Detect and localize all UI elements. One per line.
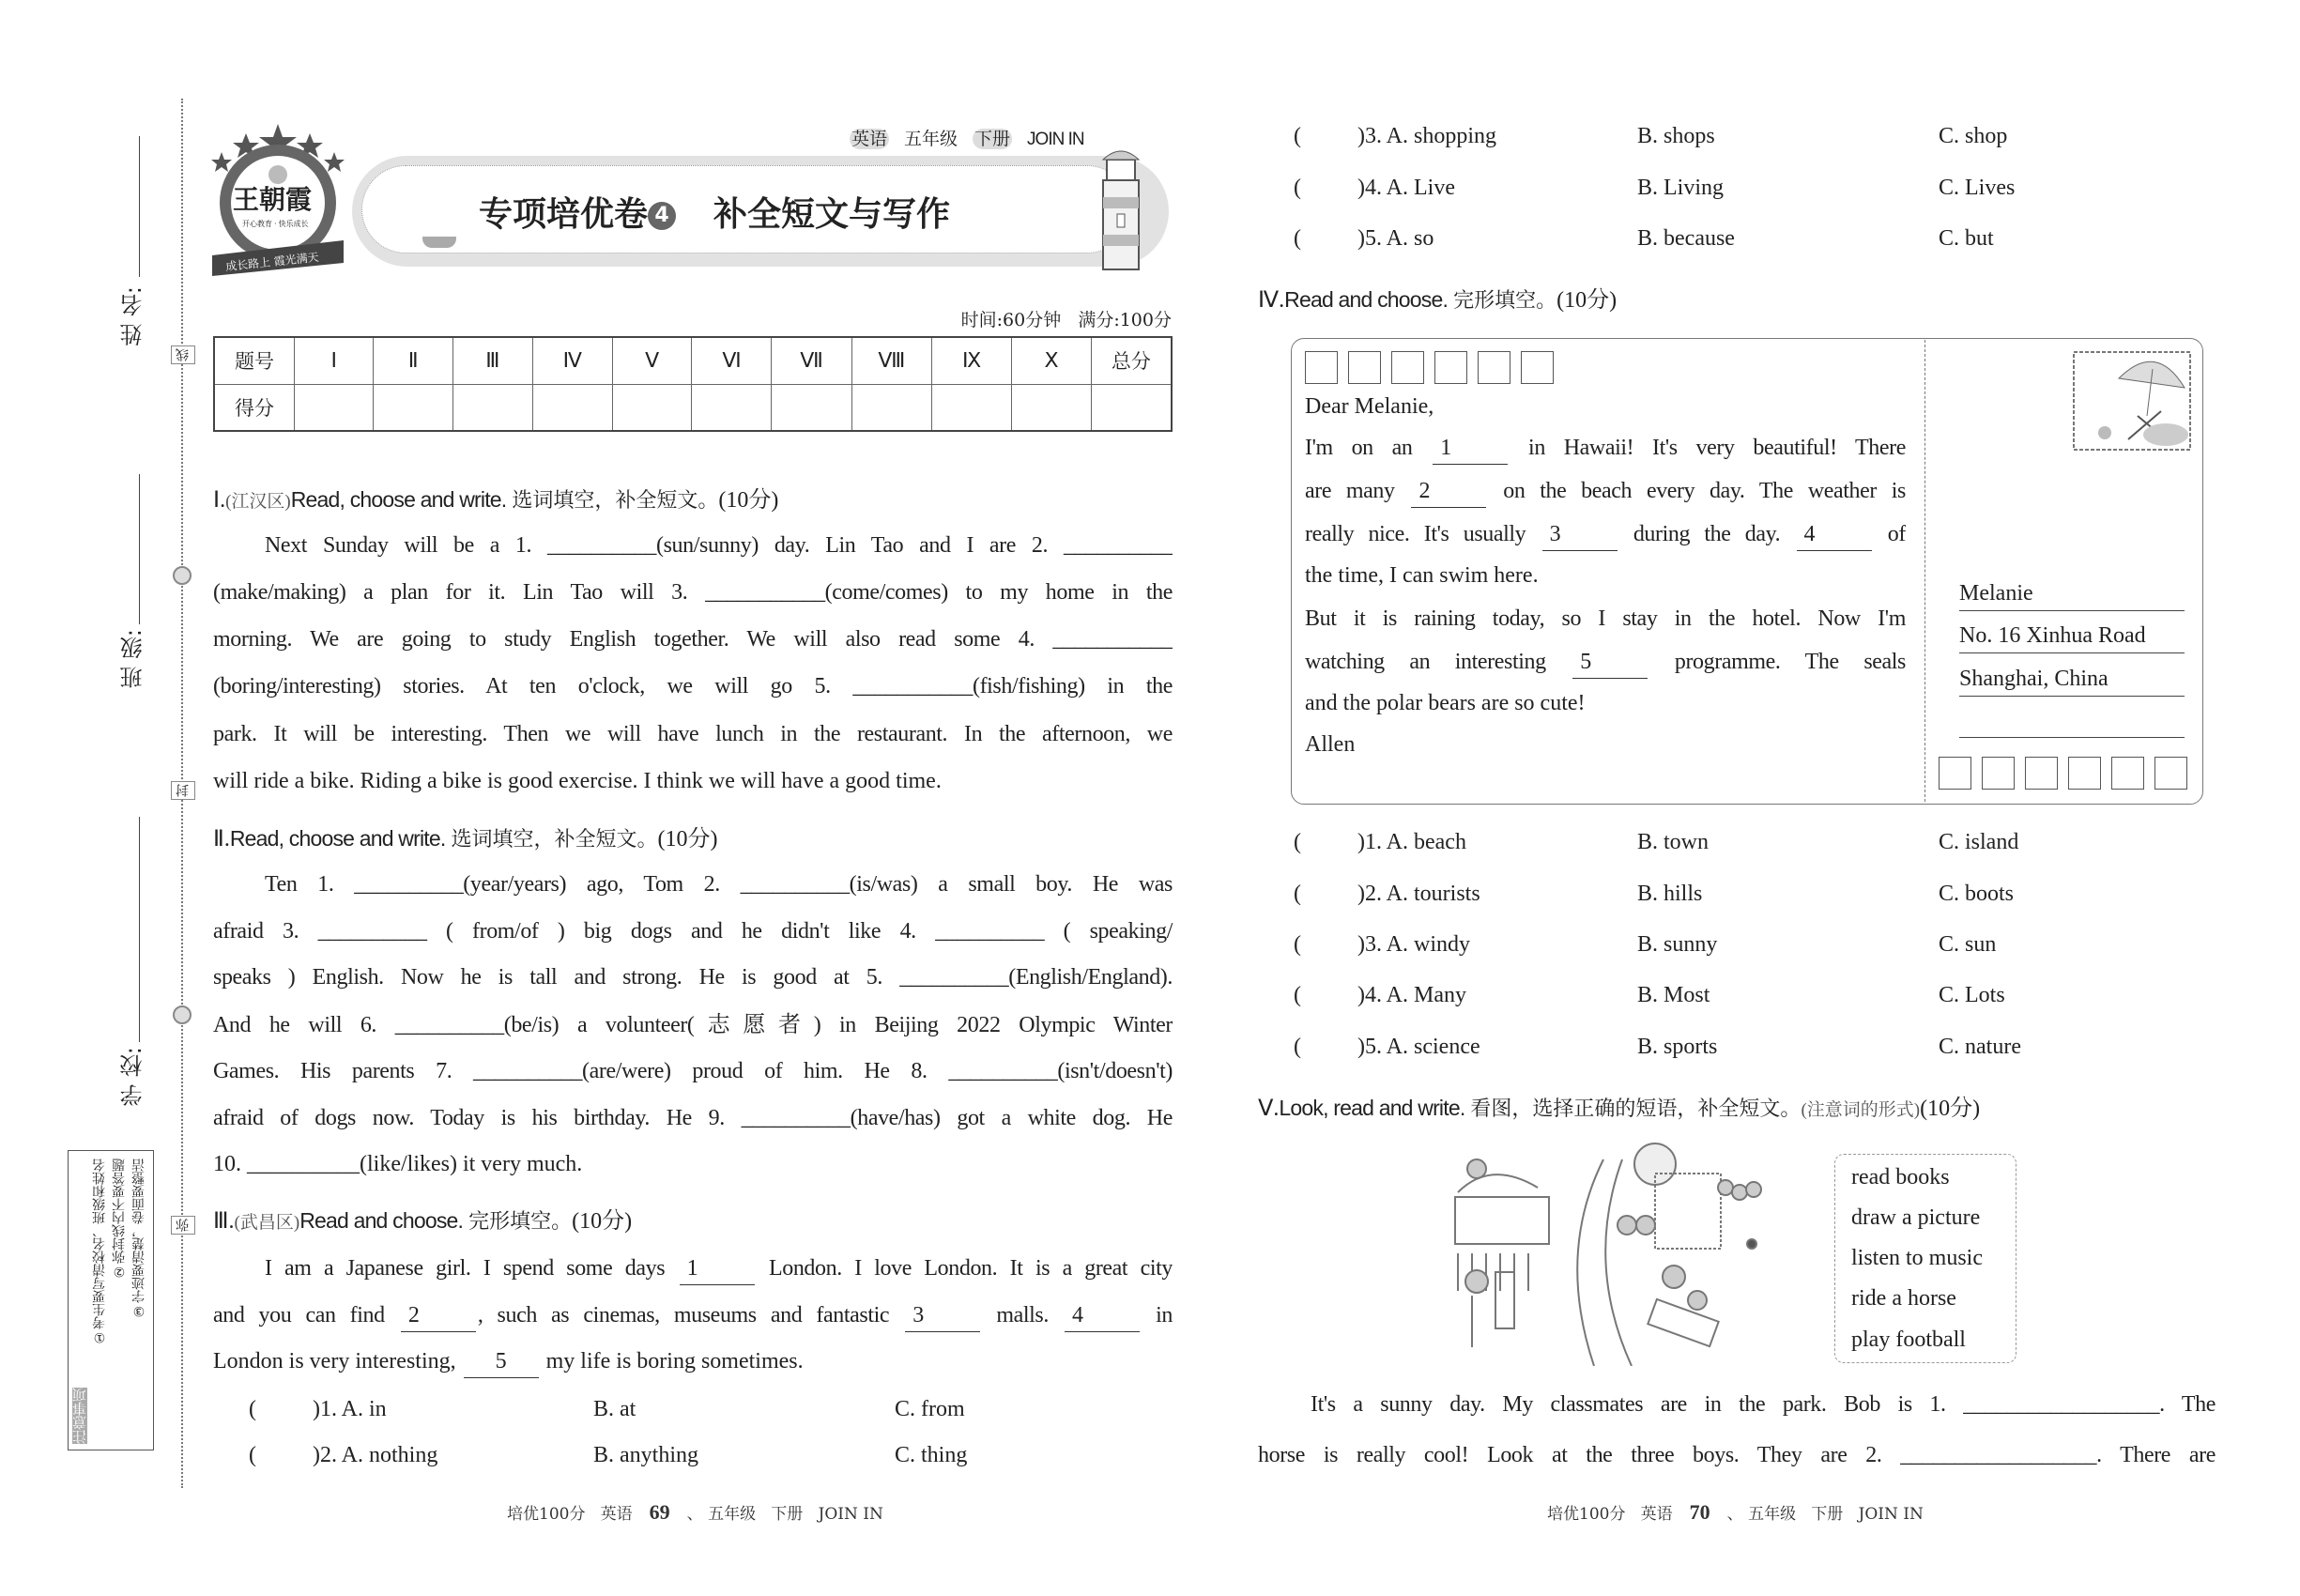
- option-c[interactable]: C. shop: [1939, 124, 2008, 148]
- section-number: Ⅲ.: [213, 1209, 235, 1234]
- postcard-divider: [1924, 340, 1925, 802]
- section-instruction-cn: 选词填空，补全短文。: [451, 828, 658, 852]
- seal-circle-icon: [173, 1005, 192, 1024]
- answer-paren[interactable]: (: [1294, 226, 1301, 251]
- address-line: Shanghai, China: [1959, 662, 2185, 697]
- option-b[interactable]: B. town: [1637, 830, 1710, 854]
- section-number: Ⅴ.: [1258, 1097, 1280, 1121]
- section-4-heading: [1258, 283, 1617, 318]
- section-instruction-cn: 选词填空，补全短文。: [512, 489, 719, 513]
- cut-mark: 封: [171, 781, 195, 800]
- option-c[interactable]: C. island: [1939, 830, 2019, 854]
- section-instruction: Read, choose and write.: [229, 826, 446, 851]
- score-header-cell: Ⅴ: [612, 337, 692, 384]
- numbered-blank[interactable]: 4: [1065, 1299, 1140, 1332]
- score-cell[interactable]: [692, 384, 772, 431]
- option-b[interactable]: B. sunny: [1637, 932, 1718, 957]
- address-line: Melanie: [1959, 576, 2185, 611]
- option-b[interactable]: B. Living: [1637, 176, 1725, 200]
- numbered-blank[interactable]: 1: [680, 1252, 755, 1285]
- section-region: (武昌区): [234, 1213, 300, 1233]
- option-b[interactable]: B. hills: [1637, 882, 1703, 906]
- option-c[interactable]: C. but: [1939, 226, 1994, 251]
- footer-right: [1547, 1500, 1924, 1525]
- score-cell[interactable]: [374, 384, 453, 431]
- score-header-cell: Ⅵ: [692, 337, 772, 384]
- text-line: It's a sunny day. My classmates are in the park. Bob is 1. __________________. The: [1311, 1392, 2216, 1417]
- postcard-line: I'm on an 1 in Hawaii! It's very beautiful! There: [1305, 424, 1906, 471]
- footer-grade: 、 五年级 下册 JOIN IN: [1726, 1505, 1924, 1524]
- section-instruction: Read and choose.: [1284, 287, 1449, 312]
- score-header-cell: Ⅰ: [295, 337, 374, 384]
- option-b[interactable]: B. at: [593, 1397, 636, 1421]
- numbered-blank[interactable]: 1: [1433, 432, 1508, 465]
- lighthouse-icon: [1094, 141, 1150, 277]
- score-cell[interactable]: [772, 384, 851, 431]
- option-c[interactable]: C. from: [895, 1397, 965, 1421]
- text-line: park. It will be interesting. Then we will have lunch in the restaurant. In the afternoon, we: [213, 722, 1173, 746]
- footer-grade: 、 五年级 下册 JOIN IN: [686, 1505, 883, 1524]
- answer-paren[interactable]: (: [249, 1397, 256, 1421]
- postcard-line: are many 2 on the beach every day. The weather is: [1305, 468, 1906, 514]
- score-cell[interactable]: [1012, 384, 1092, 431]
- text-line: afraid of dogs now. Today is his birthday. He 9. __________(have/has) got a white dog. He: [213, 1106, 1173, 1130]
- brand-name: 王朝霞: [233, 184, 313, 215]
- text-line: (make/making) a plan for it. Lin Tao will 3. ___________(come/comes) to my home in the: [213, 580, 1173, 605]
- school-label: 学 校:: [120, 1047, 146, 1107]
- footer-left: [507, 1500, 883, 1525]
- address-line: No. 16 Xinhua Road: [1959, 619, 2185, 653]
- boat-icon: [422, 237, 456, 248]
- title-left: 专项培优卷: [479, 195, 649, 234]
- page-number: 69: [649, 1500, 670, 1524]
- postcard-line: the time, I can swim here.: [1305, 563, 1539, 588]
- table-row: [214, 384, 1172, 431]
- section-instruction-cn: 完形填空。: [1453, 289, 1557, 313]
- section-1-heading: [213, 483, 778, 519]
- score-cell[interactable]: [532, 384, 612, 431]
- postcode-boxes-recipient: [1939, 757, 2187, 790]
- brand-slogan: 成长路上 霞光满天: [224, 250, 320, 274]
- option-c[interactable]: C. Lives: [1939, 176, 2016, 200]
- score-cell[interactable]: [851, 384, 931, 431]
- note-item: ②弥封线内不要答题: [112, 1159, 127, 1279]
- name-label: 姓 名:: [120, 286, 146, 346]
- numbered-blank[interactable]: 2: [401, 1299, 476, 1332]
- option-a[interactable]: )2. A. nothing: [313, 1443, 438, 1467]
- answer-paren[interactable]: (: [1294, 932, 1301, 957]
- notes-title: 注意事项: [71, 1388, 88, 1444]
- option-a[interactable]: )2. A. tourists: [1357, 882, 1480, 906]
- text-line: afraid 3. __________ ( from/of ) big dogs and he didn't like 4. __________ ( speaking/: [213, 919, 1173, 944]
- section-score: (10分): [572, 1209, 633, 1234]
- score-cell[interactable]: [932, 384, 1012, 431]
- page-number: 70: [1689, 1500, 1710, 1524]
- answer-paren[interactable]: (: [1294, 830, 1301, 854]
- text-line: and you can find 2 , such as cinemas, museums and fantastic 3 malls. 4 in: [213, 1292, 1173, 1339]
- title-number-badge: 4: [648, 202, 676, 230]
- class-field[interactable]: [139, 474, 140, 624]
- text-line: Games. His parents 7. __________(are/were) proud of him. He 8. __________(isn't/doesn't): [213, 1059, 1173, 1083]
- section-5-heading: [1258, 1091, 1980, 1128]
- postcard-line: really nice. It's usually 3 during the day. 4 of: [1305, 511, 1906, 558]
- section-instruction-cn: 看图，选择正确的短语，补全短文。: [1470, 1097, 1802, 1121]
- answer-paren[interactable]: (: [249, 1443, 256, 1467]
- section-2-heading: [213, 821, 717, 857]
- score-cell[interactable]: [612, 384, 692, 431]
- footer-book: 培优100分 英语: [1547, 1505, 1673, 1524]
- option-a[interactable]: )1. A. in: [313, 1397, 387, 1421]
- numbered-blank[interactable]: 5: [464, 1345, 539, 1378]
- tag-subject: 英语: [851, 129, 888, 149]
- option-a[interactable]: )4. A. Live: [1357, 176, 1455, 200]
- score-cell[interactable]: [1091, 384, 1172, 431]
- text-line: 10. __________(like/likes) it very much.: [213, 1152, 583, 1176]
- score-header-cell: Ⅸ: [932, 337, 1012, 384]
- score-cell[interactable]: [295, 384, 374, 431]
- text-line: Ten 1. __________(year/years) ago, Tom 2. __________(is/was) a small boy. He was: [265, 872, 1173, 897]
- name-field[interactable]: [139, 136, 140, 277]
- section-instruction-cn: 完形填空。: [468, 1210, 573, 1234]
- phrase-item: play football: [1851, 1327, 1966, 1352]
- stamp-beach-icon: [2072, 350, 2192, 456]
- section-number: Ⅳ.: [1258, 288, 1285, 313]
- phrase-item: read books: [1851, 1165, 1950, 1189]
- score-header-cell: Ⅲ: [452, 337, 532, 384]
- postcard-line: But it is raining today, so I stay in the hotel. Now I'm: [1305, 606, 1906, 631]
- cut-mark: 弥: [171, 1216, 195, 1235]
- header-tags: [850, 125, 1084, 150]
- section-instruction: Read, choose and write.: [290, 487, 507, 512]
- note-item: ③字迹要清楚，卷面要整洁: [131, 1159, 146, 1318]
- section-region: (江汉区): [225, 492, 291, 512]
- cut-mark: 线: [171, 345, 195, 364]
- section-note: (注意词的形式): [1801, 1100, 1921, 1120]
- section-score: (10分): [657, 827, 718, 852]
- postcard-line: watching an interesting 5 programme. The seals: [1305, 638, 1906, 685]
- score-row-label: 得分: [214, 384, 295, 431]
- tag-grade: 五年级: [904, 129, 958, 149]
- option-b[interactable]: B. shops: [1637, 124, 1715, 148]
- text-line: Next Sunday will be a 1. __________(sun/sunny) day. Lin Tao and I are 2. __________: [265, 533, 1173, 558]
- text-line: And he will 6. __________(be/is) a volunteer(志愿者) in Beijing 2022 Olympic Winter: [213, 1013, 1173, 1037]
- text-line: will ride a bike. Riding a bike is good exercise. I think we will have a good time.: [213, 769, 942, 793]
- option-a[interactable]: )5. A. science: [1357, 1035, 1480, 1059]
- score-header-cell: 总分: [1091, 337, 1172, 384]
- brand-logo: [208, 122, 347, 277]
- option-a[interactable]: )4. A. Many: [1357, 983, 1466, 1007]
- answer-paren[interactable]: (: [1294, 176, 1301, 200]
- option-a[interactable]: )3. A. shopping: [1357, 124, 1497, 148]
- text-line: speaks ) English. Now he is tall and strong. He is good at 5. __________(English/England).: [213, 965, 1173, 990]
- section-score: (10分): [718, 488, 779, 513]
- answer-paren[interactable]: (: [1294, 882, 1301, 906]
- tag-textbook: JOIN IN: [1027, 130, 1084, 149]
- score-header-cell: Ⅹ: [1012, 337, 1092, 384]
- score-header-cell: Ⅳ: [532, 337, 612, 384]
- section-score: (10分): [1556, 288, 1618, 313]
- text-line: morning. We are going to study English together. We will also read some 4. ___________: [213, 627, 1173, 652]
- notes-box: [68, 1150, 154, 1450]
- score-header-cell: Ⅷ: [851, 337, 931, 384]
- seal-circle-icon: [173, 566, 192, 585]
- option-c[interactable]: C. nature: [1939, 1035, 2021, 1059]
- option-a[interactable]: )5. A. so: [1357, 226, 1434, 251]
- option-b[interactable]: B. sports: [1637, 1035, 1718, 1059]
- numbered-blank[interactable]: 3: [1542, 518, 1618, 551]
- text-line: horse is really cool! Look at the three boys. They are 2. __________________. There are: [1258, 1443, 2216, 1467]
- answer-paren[interactable]: (: [1294, 983, 1301, 1007]
- text-line: London is very interesting, 5 my life is boring sometimes.: [213, 1338, 804, 1385]
- text-line: (boring/interesting) stories. At ten o'clock, we will go 5. ___________(fish/fishing) in the: [213, 674, 1173, 698]
- page-title: [479, 188, 950, 236]
- phrase-item: ride a horse: [1851, 1286, 1956, 1311]
- section-score: (10分): [1920, 1097, 1981, 1121]
- numbered-blank[interactable]: 4: [1797, 518, 1872, 551]
- option-c[interactable]: C. thing: [895, 1443, 968, 1467]
- tag-volume: 下册: [974, 129, 1011, 149]
- option-b[interactable]: B. because: [1637, 226, 1735, 251]
- footer-book: 培优100分 英语: [507, 1505, 633, 1524]
- numbered-blank[interactable]: 3: [905, 1299, 980, 1332]
- title-right: 补全短文与写作: [713, 195, 951, 234]
- numbered-blank[interactable]: 5: [1572, 646, 1648, 679]
- option-b[interactable]: B. anything: [593, 1443, 698, 1467]
- answer-paren[interactable]: (: [1294, 1035, 1301, 1059]
- time-info: 时间:60分钟 满分:100分: [960, 310, 1172, 330]
- postcode-boxes-sender: [1305, 351, 1554, 384]
- postcard-line: Allen: [1305, 732, 1356, 757]
- score-header-cell: 题号: [214, 337, 295, 384]
- section-number: Ⅰ.: [213, 488, 226, 513]
- phrase-item: draw a picture: [1851, 1205, 1981, 1230]
- option-b[interactable]: B. Most: [1637, 983, 1710, 1007]
- school-field[interactable]: [139, 817, 140, 1042]
- text-line: I am a Japanese girl. I spend some days 1 London. I love London. It is a great city: [265, 1245, 1173, 1292]
- score-header-cell: Ⅱ: [374, 337, 453, 384]
- section-instruction: Look, read and write.: [1279, 1096, 1465, 1120]
- class-label: 班 级:: [120, 629, 146, 689]
- brand-sub: 开心教育 · 快乐成长: [242, 220, 309, 228]
- address-line: [1959, 703, 2185, 738]
- park-scene-illustration: [1453, 1141, 1772, 1371]
- section-number: Ⅱ.: [213, 827, 230, 852]
- postcard-line: Dear Melanie,: [1305, 394, 1434, 419]
- option-a[interactable]: )1. A. beach: [1357, 830, 1466, 854]
- answer-paren[interactable]: (: [1294, 124, 1301, 148]
- score-header-cell: Ⅶ: [772, 337, 851, 384]
- postcard-line: and the polar bears are so cute!: [1305, 691, 1586, 715]
- note-item: ①考生要写清校名、班级和姓名: [92, 1159, 107, 1344]
- table-row: [214, 337, 1172, 384]
- option-c[interactable]: C. Lots: [1939, 983, 2005, 1007]
- option-a[interactable]: )3. A. windy: [1357, 932, 1470, 957]
- section-3-heading: [213, 1204, 632, 1240]
- score-cell[interactable]: [452, 384, 532, 431]
- section-instruction: Read and choose.: [299, 1208, 464, 1233]
- numbered-blank[interactable]: 2: [1411, 475, 1486, 508]
- option-c[interactable]: C. sun: [1939, 932, 1997, 957]
- phrase-item: listen to music: [1851, 1246, 1983, 1270]
- score-table: [213, 336, 1173, 432]
- option-c[interactable]: C. boots: [1939, 882, 2015, 906]
